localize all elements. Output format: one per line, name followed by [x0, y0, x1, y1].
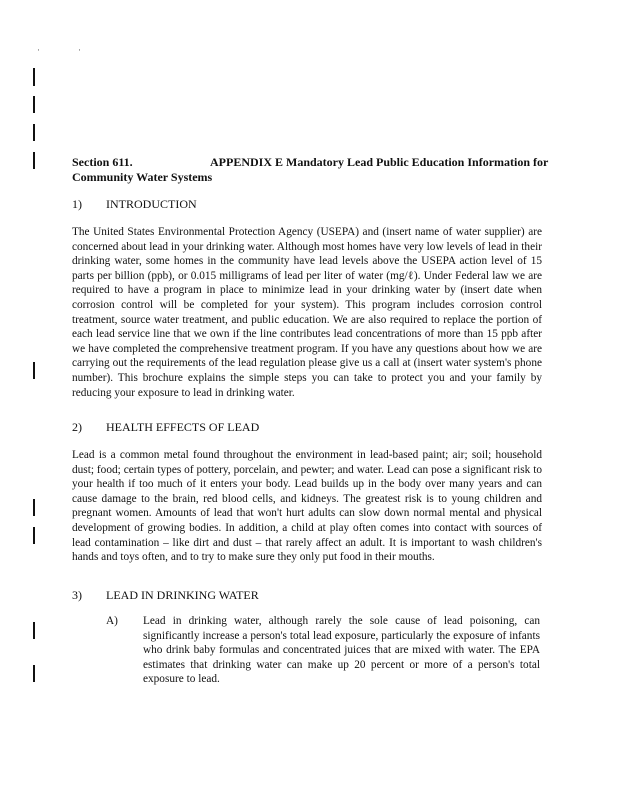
section-number: 2): [72, 420, 82, 434]
section-number: 3): [72, 588, 82, 602]
revision-bar: [33, 68, 35, 86]
scan-mark: ·: [78, 45, 81, 55]
revision-bar: [33, 622, 35, 639]
revision-bar: [33, 527, 35, 544]
revision-bar: [33, 152, 35, 169]
introduction-paragraph: The United States Environmental Protection Agency (USEPA) and (insert name of water supplier) are concerned about lead in your drinking water. Although most homes have very low levels of lead in their drinking water, some homes in the community have lead levels above the USEPA action level of 15 parts per billion (ppb), or 0.015 milligrams of lead per liter of water (mg/ℓ). Under Federal law we are required to have a program in place to minimize lead in your drinking water by (insert date when corrosion control will be completed for your system). This program includes corrosion control treatment, source water treatment, and public education. We are also required to replace the portion of each lead service line that we own if the line contributes lead concentrations of more than 15 ppb after we have completed the comprehensive treatment program. If you have any questions about how we are carrying out the requirements of the lead regulation please give us a call at (insert water system's phone number). This brochure explains the simple steps you can take to protect you and your family by reducing your exposure to lead in drinking water.: [72, 226, 542, 399]
scan-mark: ·: [37, 45, 40, 55]
section-number: Section 611.: [72, 155, 133, 169]
revision-bar: [33, 665, 35, 682]
list-item-letter: A): [106, 615, 118, 627]
document-heading: [72, 155, 552, 185]
health-effects-paragraph: Lead is a common metal found throughout the environment in lead-based paint; air; soil; household dust; food; certain types of pottery, porcelain, and pewter; and water. Lead can pose a significant risk to your health if too much of it enters your body. Lead builds up in the body over many years and can cause damage to the brain, red blood cells, and kidneys. The greatest risk is to young children and pregnant women. Amounts of lead that won't hurt adults can slow down normal mental and physical development of growing bodies. In addition, a child at play often comes into contact with sources of lead contamination – like dirt and dust – that rarely affect an adult. It is important to wash children's hands and toys often, and to try to make sure they only put food in their mouths.: [72, 449, 542, 564]
appendix-title: APPENDIX E Mandatory Lead Public Education Information for Community Water Systems: [72, 155, 549, 184]
revision-bar: [33, 96, 35, 113]
list-item-text: Lead in drinking water, although rarely the sole cause of lead poisoning, can significantly increase a person's total lead exposure, particularly the exposure of infants who drink baby formulas and concentrated juices that are mixed with water. The EPA estimates that drinking water can make up 20 percent or more of a person's total exposure to lead.: [143, 615, 540, 686]
section-number: 1): [72, 197, 82, 211]
section-title: LEAD IN DRINKING WATER: [106, 588, 259, 602]
revision-bar: [33, 362, 35, 379]
revision-bar: [33, 499, 35, 516]
section-title: HEALTH EFFECTS OF LEAD: [106, 420, 260, 434]
section-title: INTRODUCTION: [106, 197, 197, 211]
revision-bar: [33, 124, 35, 141]
